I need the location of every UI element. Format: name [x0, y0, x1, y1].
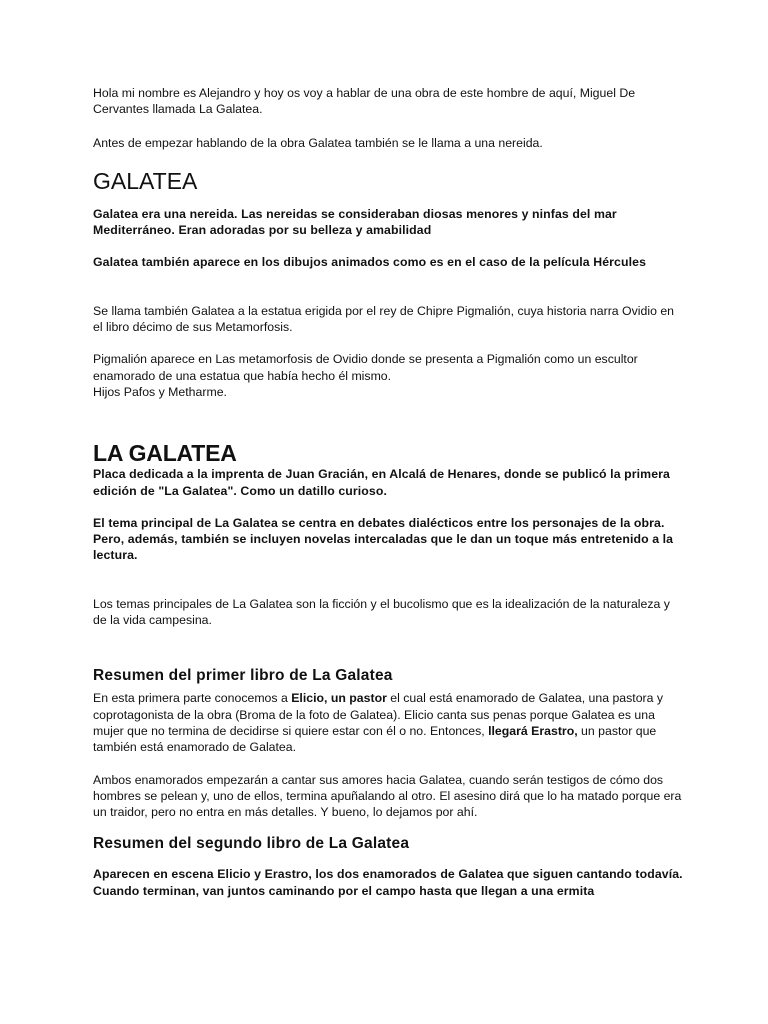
- la-galatea-paragraph-1: Placa dedicada a la imprenta de Juan Gracián, en Alcalá de Henares, donde se publicó la primera edición de "La Galatea". Como un datillo curioso.: [93, 467, 670, 498]
- heading-la-galatea: LA GALATEA: [93, 440, 237, 467]
- heading-primer-libro: Resumen del primer libro de La Galatea: [93, 667, 393, 685]
- intro-paragraph-2: Antes de empezar hablando de la obra Galatea también se le llama a una nereida.: [93, 135, 543, 150]
- galatea-paragraph-4: [93, 351, 683, 400]
- galatea-paragraph-1: Galatea era una nereida. Las nereidas se consideraban diosas menores y ninfas del mar Mediterráneo. Eran adoradas por su belleza y amabilidad: [93, 206, 617, 238]
- document-page: [93, 85, 683, 899]
- primer-libro-text-a: En esta primera parte conocemos a: [93, 691, 292, 706]
- la-galatea-paragraph-3: Los temas principales de La Galatea son la ficción y el bucolismo que es la idealización de la naturaleza y de la vida campesina.: [93, 596, 670, 628]
- la-galatea-paragraph-2: El tema principal de La Galatea se centra en debates dialécticos entre los personajes de la obra. Pero, además, también se incluyen novelas intercaladas que le dan un toque más entretenido a la lectura.: [93, 515, 674, 563]
- galatea-paragraph-3: Se llama también Galatea a la estatua erigida por el rey de Chipre Pigmalión, cuya historia narra Ovidio en el libro décimo de sus Metamorfosis.: [93, 303, 674, 335]
- primer-libro-paragraph-1: [93, 690, 683, 755]
- primer-libro-text-c: el cual está enamorado de Galatea, una pastora y coprotagonista de la obra (Broma de la foto de Galatea). Elicio canta sus penas porque Galatea es una mujer que no termina de decidirse si quiere estar con él o no. Entonces,: [93, 691, 664, 738]
- galatea-paragraph-4-text: Pigmalión aparece en Las metamorfosis de Ovidio donde se presenta a Pigmalión como un escultor enamorado de una estatua que había hecho él mismo.: [93, 352, 638, 383]
- primer-libro-paragraph-2: Ambos enamorados empezarán a cantar sus amores hacia Galatea, cuando serán testigos de cómo dos hombres se pelean y, uno de ellos, termina apuñalando al otro. El asesino dirá que lo ha matado porque era un traidor, pero no entra en más detalles. Y bueno, lo dejamos por ahí.: [93, 772, 682, 820]
- galatea-paragraph-4-children: Hijos Pafos y Metharme.: [93, 384, 227, 399]
- primer-libro-bold-erastro: llegará Erastro,: [488, 723, 578, 738]
- primer-libro-bold-elicio: Elicio, un pastor: [291, 691, 387, 706]
- heading-segundo-libro: Resumen del segundo libro de La Galatea: [93, 835, 410, 853]
- segundo-libro-paragraph-1: Aparecen en escena Elicio y Erastro, los dos enamorados de Galatea que siguen cantando todavía. Cuando terminan, van juntos caminando por el campo hasta que llegan a una ermita: [93, 867, 683, 898]
- heading-galatea: GALATEA: [93, 167, 198, 194]
- primer-libro-text-e: un pastor que también está enamorado de Galatea.: [93, 723, 657, 755]
- intro-paragraph-1: Hola mi nombre es Alejandro y hoy os voy a hablar de una obra de este hombre de aquí, Miguel De Cervantes llamada La Galatea.: [93, 86, 636, 117]
- galatea-paragraph-2: Galatea también aparece en los dibujos animados como es en el caso de la película Hércules: [93, 255, 647, 270]
